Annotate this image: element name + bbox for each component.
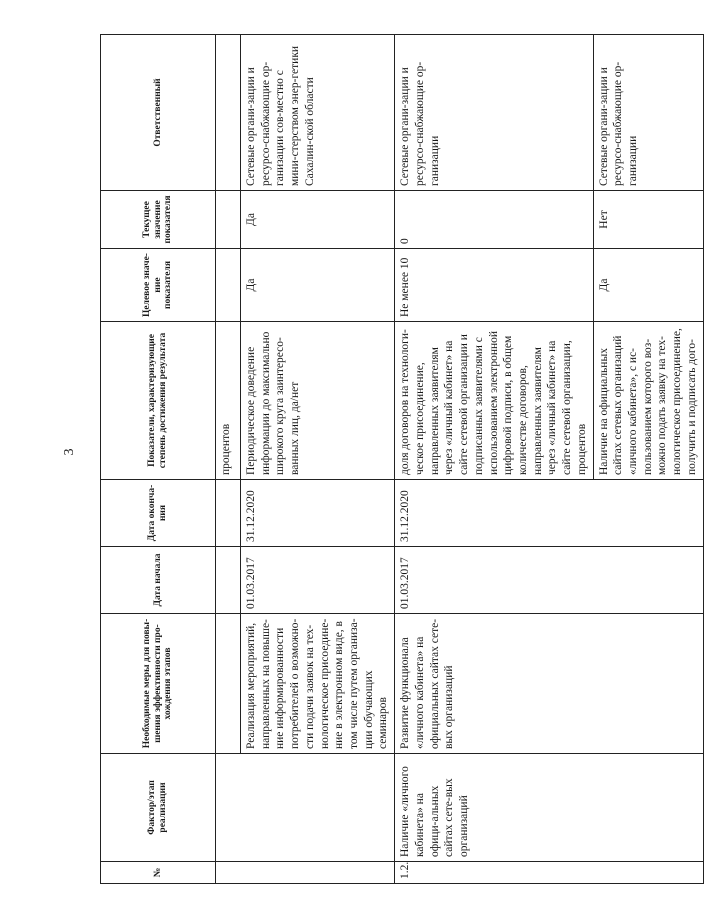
cell-measures: Развитие функционала «личного кабинета» на официальных сайтах сете-вых организаций [395, 614, 703, 754]
cell-measures: Реализация мероприятий, направленных на повыше-ние информированности потребителей о возможно-сти подачи заявок на тех-нологическое присоедине-ние в электронном виде, в том числе путем организа-ции обучающих семинаров [241, 614, 395, 754]
cell-responsible [216, 35, 241, 191]
cell-responsible: Сетевые органи-зации и ресурсо-снабжающие ор-ганизации [395, 35, 593, 191]
cell-target: Да [593, 249, 703, 322]
cell-target: Не менее 10 [395, 249, 593, 322]
header-current-value: Текущее значение показателя [101, 191, 216, 249]
page-number: 3 [62, 448, 77, 456]
cell-start: 01.03.2017 [395, 547, 703, 614]
cell-start: 01.03.2017 [241, 547, 395, 614]
cell-factor: Наличие «личного кабинета» на офици-альных сайтах сете-вых организаций [395, 754, 703, 862]
cell-indicators: Периодическое доведение информации до максимально широкого круга заинтересо-ванных лиц, да/нет [241, 322, 395, 480]
header-indicators: Показатели, характеризующие степень достижения результата [101, 322, 216, 480]
header-measures: Необходимые меры для повы-шения эффективности про-хождения этапов [101, 614, 216, 754]
cell-num: 1.2. [395, 862, 703, 884]
cell-num [216, 862, 395, 884]
cell-end: 31.12.2020 [241, 480, 395, 547]
cell-end: 31.12.2020 [395, 480, 703, 547]
cell-indicators: доля договоров на технологи-ческое присоединение, направленных заявителям через «личный кабинет» на сайте сетевой организации и подписанных заявителями с использованием электронной цифровой подписи, в общем количестве договоров, направленных заявителям через «личный кабинет» на сайте сетевой организации, процентов [395, 322, 593, 480]
cell-indicators: процентов [216, 322, 241, 480]
cell-responsible: Сетевые органи-зации и ресурсо-снабжающие ор-ганизации сов-местно с мини-стерством энер-гетики Сахалин-ской области [241, 35, 395, 191]
header-start-date: Дата начала [101, 547, 216, 614]
cell-current [216, 191, 241, 249]
cell-responsible: Сетевые органи-зации и ресурсо-снабжающие ор-ганизации [593, 35, 703, 191]
rotated-page-content [100, 35, 698, 884]
header-responsible: Ответственный [101, 35, 216, 191]
header-factor: Фактор/этап реализации [101, 754, 216, 862]
header-num: № [101, 862, 216, 884]
cell-factor [216, 754, 395, 862]
action-plan-table [100, 34, 704, 884]
cell-target [216, 249, 241, 322]
table-row [395, 35, 593, 884]
header-target-value: Целевое значе-ние показателя [101, 249, 216, 322]
cell-end [216, 480, 241, 547]
cell-measures [216, 614, 241, 754]
cell-target: Да [241, 249, 395, 322]
table-row [216, 35, 241, 884]
cell-current: Да [241, 191, 395, 249]
header-end-date: Дата оконча-ния [101, 480, 216, 547]
cell-current: 0 [395, 191, 593, 249]
table-header-row [101, 35, 216, 884]
cell-current: Нет [593, 191, 703, 249]
cell-start [216, 547, 241, 614]
cell-indicators: Наличие на официальных сайтах сетевых организаций «личного кабинета», с ис-пользованием которого воз-можно подать заявку на тех-нологическое присоединение, получить и подписать дого- [593, 322, 703, 480]
